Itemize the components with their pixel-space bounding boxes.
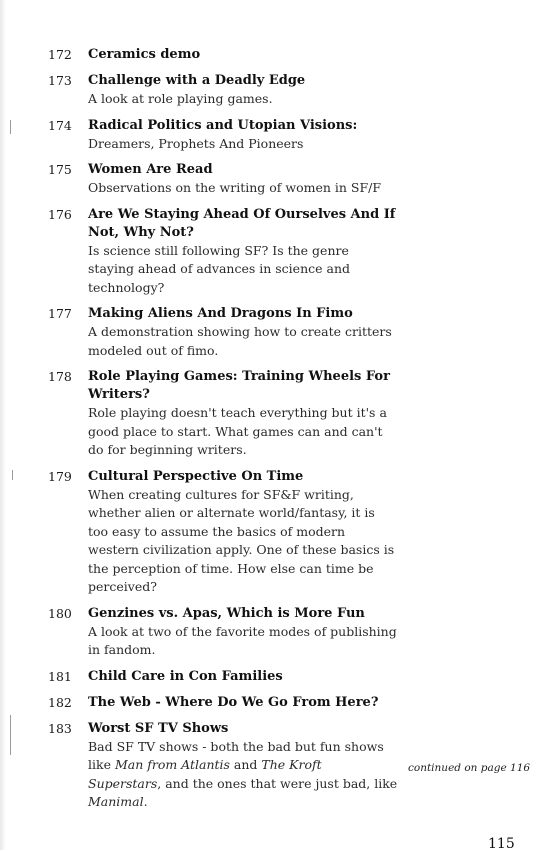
program-title: Child Care in Con Families [88, 668, 283, 684]
program-item [48, 46, 398, 64]
program-number: 178 [48, 369, 72, 384]
program-item [48, 72, 398, 109]
program-item [48, 206, 398, 298]
program-item [48, 117, 398, 154]
program-description: Dreamers, Prophets And Pioneers [88, 135, 304, 151]
program-number: 177 [48, 306, 72, 321]
program-title: Radical Politics and Utopian Visions: [88, 117, 358, 133]
program-description: When creating cultures for SF&F writing, whether alien or alternate world/fantasy, it is too easy to assume the basics of modern western civilization apply. One of these basics is the perception of time. How else can time be perceived? [88, 486, 395, 594]
program-title: Women Are Read [88, 162, 213, 177]
program-number: 181 [48, 668, 72, 684]
program-number: 183 [48, 720, 72, 736]
program-number: 182 [48, 694, 72, 710]
scan-mark [10, 120, 11, 134]
program-title: The Web - Where Do We Go From Here? [88, 694, 379, 710]
show-title: Manimal [88, 794, 144, 809]
show-title: Man from Atlantis [114, 757, 230, 772]
program-number: 180 [48, 605, 72, 621]
program-description: A look at two of the favorite modes of publishing in fandom. [88, 623, 397, 657]
program-description: Observations on the writing of women in SF/F [88, 180, 382, 195]
program-title: Worst SF TV Shows [88, 720, 229, 736]
program-title: Cultural Perspective On Time [88, 468, 304, 484]
program-title: Are We Staying Ahead Of Ourselves And If Not, Why Not? [88, 206, 396, 240]
page-number: 115 [488, 836, 515, 852]
program-item [48, 468, 398, 597]
scan-mark [10, 715, 11, 755]
program-item [48, 720, 398, 812]
program-list [48, 46, 398, 820]
program-title: Genzines vs. Apas, Which is More Fun [88, 605, 365, 621]
program-item [48, 605, 398, 660]
program-description: A look at role playing games. [88, 91, 273, 106]
program-number: 172 [48, 47, 72, 62]
continued-note: continued on page 116 [408, 762, 531, 774]
program-number: 179 [48, 468, 72, 484]
program-number: 175 [48, 162, 72, 177]
program-item [48, 694, 398, 712]
program-description: Is science still following SF? Is the genre staying ahead of advances in science and technology? [88, 242, 350, 295]
program-item [48, 668, 398, 686]
scan-mark [12, 470, 13, 480]
program-title: Ceramics demo [88, 47, 201, 62]
program-description: Role playing doesn't teach everything but it's a good place to start. What games can and can't do for beginning writers. [88, 405, 387, 457]
program-number: 176 [48, 206, 72, 222]
program-title: Role Playing Games: Training Wheels For Writers? [88, 369, 390, 402]
page-edge-shadow [0, 0, 6, 850]
program-item [48, 368, 398, 460]
show-title: The Kroft Superstars [88, 757, 322, 791]
program-title: Challenge with a Deadly Edge [88, 73, 306, 88]
program-item [48, 161, 398, 198]
program-number: 173 [48, 73, 72, 88]
program-title: Making Aliens And Dragons In Fimo [88, 306, 353, 321]
program-description: A demonstration showing how to create critters modeled out of fimo. [88, 324, 392, 358]
program-number: 174 [48, 117, 72, 133]
program-description: Bad SF TV shows - both the bad but fun shows like Man from Atlantis and The Kroft Superstars, and the ones that were just bad, like Manimal. [88, 738, 398, 809]
program-item [48, 305, 398, 360]
